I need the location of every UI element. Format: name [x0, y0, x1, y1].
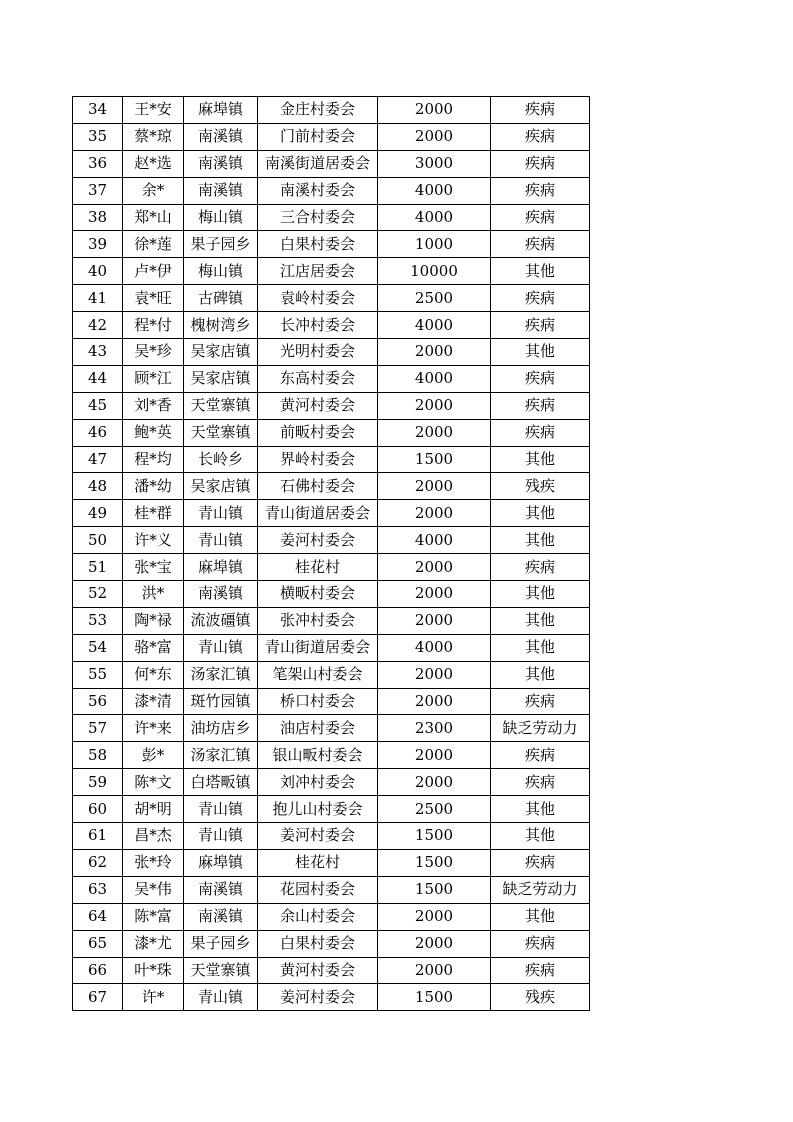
table-row — [73, 715, 590, 742]
village-cell: 银山畈村委会 — [258, 742, 378, 769]
town-cell: 吴家店镇 — [184, 473, 258, 500]
reason-cell: 疾病 — [491, 769, 590, 796]
name-cell: 程*付 — [123, 312, 184, 339]
row-number-cell: 48 — [73, 473, 123, 500]
name-cell: 赵*选 — [123, 150, 184, 177]
row-number-cell: 50 — [73, 527, 123, 554]
name-cell: 何*东 — [123, 661, 184, 688]
reason-cell: 残疾 — [491, 984, 590, 1011]
table-body — [73, 97, 590, 1011]
town-cell: 古碑镇 — [184, 285, 258, 312]
village-cell: 花园村委会 — [258, 876, 378, 903]
village-cell: 门前村委会 — [258, 123, 378, 150]
town-cell: 南溪镇 — [184, 876, 258, 903]
village-cell: 青山街道居委会 — [258, 500, 378, 527]
town-cell: 梅山镇 — [184, 258, 258, 285]
reason-cell: 疾病 — [491, 177, 590, 204]
village-cell: 黄河村委会 — [258, 392, 378, 419]
row-number-cell: 43 — [73, 339, 123, 366]
name-cell: 洪* — [123, 581, 184, 608]
amount-cell: 2000 — [378, 473, 491, 500]
row-number-cell: 62 — [73, 849, 123, 876]
village-cell: 张冲村委会 — [258, 607, 378, 634]
town-cell: 青山镇 — [184, 823, 258, 850]
village-cell: 姜河村委会 — [258, 984, 378, 1011]
name-cell: 陶*禄 — [123, 607, 184, 634]
town-cell: 青山镇 — [184, 796, 258, 823]
row-number-cell: 60 — [73, 796, 123, 823]
reason-cell: 疾病 — [491, 231, 590, 258]
row-number-cell: 49 — [73, 500, 123, 527]
reason-cell: 疾病 — [491, 930, 590, 957]
village-cell: 白果村委会 — [258, 930, 378, 957]
table-row — [73, 581, 590, 608]
amount-cell: 2000 — [378, 97, 491, 124]
amount-cell: 2000 — [378, 930, 491, 957]
town-cell: 油坊店乡 — [184, 715, 258, 742]
town-cell: 南溪镇 — [184, 581, 258, 608]
amount-cell: 2500 — [378, 285, 491, 312]
town-cell: 梅山镇 — [184, 204, 258, 231]
reason-cell: 残疾 — [491, 473, 590, 500]
name-cell: 张*宝 — [123, 554, 184, 581]
amount-cell: 2000 — [378, 419, 491, 446]
reason-cell: 疾病 — [491, 419, 590, 446]
village-cell: 姜河村委会 — [258, 527, 378, 554]
name-cell: 漆*尤 — [123, 930, 184, 957]
amount-cell: 4000 — [378, 634, 491, 661]
town-cell: 果子园乡 — [184, 231, 258, 258]
town-cell: 南溪镇 — [184, 177, 258, 204]
table-row — [73, 554, 590, 581]
row-number-cell: 44 — [73, 365, 123, 392]
reason-cell: 其他 — [491, 446, 590, 473]
amount-cell: 4000 — [378, 177, 491, 204]
amount-cell: 2000 — [378, 392, 491, 419]
village-cell: 石佛村委会 — [258, 473, 378, 500]
reason-cell: 缺乏劳动力 — [491, 715, 590, 742]
name-cell: 叶*珠 — [123, 957, 184, 984]
amount-cell: 1500 — [378, 823, 491, 850]
village-cell: 三合村委会 — [258, 204, 378, 231]
town-cell: 南溪镇 — [184, 150, 258, 177]
town-cell: 青山镇 — [184, 984, 258, 1011]
row-number-cell: 67 — [73, 984, 123, 1011]
table-row — [73, 876, 590, 903]
name-cell: 胡*明 — [123, 796, 184, 823]
row-number-cell: 66 — [73, 957, 123, 984]
name-cell: 桂*群 — [123, 500, 184, 527]
village-cell: 桂花村 — [258, 554, 378, 581]
village-cell: 南溪街道居委会 — [258, 150, 378, 177]
table-row — [73, 661, 590, 688]
row-number-cell: 54 — [73, 634, 123, 661]
table-row — [73, 231, 590, 258]
village-cell: 桂花村 — [258, 849, 378, 876]
table-row — [73, 339, 590, 366]
village-cell: 前畈村委会 — [258, 419, 378, 446]
village-cell: 姜河村委会 — [258, 823, 378, 850]
amount-cell: 1500 — [378, 876, 491, 903]
amount-cell: 2000 — [378, 339, 491, 366]
table-row — [73, 823, 590, 850]
name-cell: 王*安 — [123, 97, 184, 124]
name-cell: 许* — [123, 984, 184, 1011]
name-cell: 程*均 — [123, 446, 184, 473]
relief-table — [72, 96, 590, 1011]
name-cell: 陈*富 — [123, 903, 184, 930]
row-number-cell: 36 — [73, 150, 123, 177]
name-cell: 昌*杰 — [123, 823, 184, 850]
village-cell: 袁岭村委会 — [258, 285, 378, 312]
name-cell: 潘*幼 — [123, 473, 184, 500]
amount-cell: 2000 — [378, 688, 491, 715]
name-cell: 顾*江 — [123, 365, 184, 392]
name-cell: 刘*香 — [123, 392, 184, 419]
table-row — [73, 150, 590, 177]
village-cell: 江店居委会 — [258, 258, 378, 285]
amount-cell: 1500 — [378, 984, 491, 1011]
village-cell: 桥口村委会 — [258, 688, 378, 715]
village-cell: 笔架山村委会 — [258, 661, 378, 688]
town-cell: 吴家店镇 — [184, 339, 258, 366]
amount-cell: 2000 — [378, 581, 491, 608]
row-number-cell: 56 — [73, 688, 123, 715]
town-cell: 青山镇 — [184, 527, 258, 554]
village-cell: 横畈村委会 — [258, 581, 378, 608]
name-cell: 蔡*琼 — [123, 123, 184, 150]
reason-cell: 其他 — [491, 258, 590, 285]
row-number-cell: 46 — [73, 419, 123, 446]
amount-cell: 2500 — [378, 796, 491, 823]
reason-cell: 疾病 — [491, 285, 590, 312]
row-number-cell: 65 — [73, 930, 123, 957]
amount-cell: 4000 — [378, 365, 491, 392]
row-number-cell: 38 — [73, 204, 123, 231]
village-cell: 刘冲村委会 — [258, 769, 378, 796]
row-number-cell: 47 — [73, 446, 123, 473]
town-cell: 汤家汇镇 — [184, 742, 258, 769]
reason-cell: 疾病 — [491, 312, 590, 339]
amount-cell: 10000 — [378, 258, 491, 285]
village-cell: 白果村委会 — [258, 231, 378, 258]
village-cell: 黄河村委会 — [258, 957, 378, 984]
name-cell: 许*义 — [123, 527, 184, 554]
row-number-cell: 53 — [73, 607, 123, 634]
name-cell: 吴*珍 — [123, 339, 184, 366]
table-row — [73, 769, 590, 796]
name-cell: 袁*旺 — [123, 285, 184, 312]
row-number-cell: 63 — [73, 876, 123, 903]
reason-cell: 缺乏劳动力 — [491, 876, 590, 903]
town-cell: 果子园乡 — [184, 930, 258, 957]
row-number-cell: 37 — [73, 177, 123, 204]
name-cell: 张*玲 — [123, 849, 184, 876]
table-row — [73, 607, 590, 634]
amount-cell: 2000 — [378, 769, 491, 796]
table-row — [73, 796, 590, 823]
amount-cell: 2000 — [378, 607, 491, 634]
row-number-cell: 42 — [73, 312, 123, 339]
reason-cell: 其他 — [491, 339, 590, 366]
row-number-cell: 64 — [73, 903, 123, 930]
table-row — [73, 984, 590, 1011]
row-number-cell: 40 — [73, 258, 123, 285]
town-cell: 白塔畈镇 — [184, 769, 258, 796]
reason-cell: 疾病 — [491, 688, 590, 715]
name-cell: 吴*伟 — [123, 876, 184, 903]
town-cell: 长岭乡 — [184, 446, 258, 473]
amount-cell: 4000 — [378, 527, 491, 554]
table-row — [73, 285, 590, 312]
table-row — [73, 312, 590, 339]
name-cell: 许*来 — [123, 715, 184, 742]
table-row — [73, 527, 590, 554]
table-row — [73, 634, 590, 661]
amount-cell: 2000 — [378, 661, 491, 688]
amount-cell: 2000 — [378, 500, 491, 527]
village-cell: 余山村委会 — [258, 903, 378, 930]
row-number-cell: 51 — [73, 554, 123, 581]
town-cell: 天堂寨镇 — [184, 957, 258, 984]
town-cell: 麻埠镇 — [184, 849, 258, 876]
reason-cell: 其他 — [491, 823, 590, 850]
row-number-cell: 55 — [73, 661, 123, 688]
reason-cell: 其他 — [491, 527, 590, 554]
town-cell: 斑竹园镇 — [184, 688, 258, 715]
table-row — [73, 365, 590, 392]
name-cell: 漆*清 — [123, 688, 184, 715]
row-number-cell: 58 — [73, 742, 123, 769]
village-cell: 东高村委会 — [258, 365, 378, 392]
name-cell: 郑*山 — [123, 204, 184, 231]
table-row — [73, 473, 590, 500]
reason-cell: 其他 — [491, 634, 590, 661]
village-cell: 南溪村委会 — [258, 177, 378, 204]
town-cell: 南溪镇 — [184, 123, 258, 150]
town-cell: 吴家店镇 — [184, 365, 258, 392]
amount-cell: 1500 — [378, 446, 491, 473]
amount-cell: 2000 — [378, 554, 491, 581]
village-cell: 青山街道居委会 — [258, 634, 378, 661]
table-row — [73, 97, 590, 124]
reason-cell: 疾病 — [491, 392, 590, 419]
reason-cell: 其他 — [491, 661, 590, 688]
reason-cell: 其他 — [491, 581, 590, 608]
village-cell: 金庄村委会 — [258, 97, 378, 124]
row-number-cell: 57 — [73, 715, 123, 742]
village-cell: 抱儿山村委会 — [258, 796, 378, 823]
table-row — [73, 957, 590, 984]
town-cell: 流波礓镇 — [184, 607, 258, 634]
table-row — [73, 688, 590, 715]
name-cell: 余* — [123, 177, 184, 204]
village-cell: 油店村委会 — [258, 715, 378, 742]
row-number-cell: 59 — [73, 769, 123, 796]
reason-cell: 疾病 — [491, 97, 590, 124]
table-row — [73, 177, 590, 204]
name-cell: 彭* — [123, 742, 184, 769]
amount-cell: 2000 — [378, 957, 491, 984]
reason-cell: 其他 — [491, 500, 590, 527]
table-row — [73, 392, 590, 419]
table-row — [73, 419, 590, 446]
amount-cell: 1500 — [378, 849, 491, 876]
amount-cell: 2000 — [378, 742, 491, 769]
name-cell: 徐*莲 — [123, 231, 184, 258]
town-cell: 槐树湾乡 — [184, 312, 258, 339]
amount-cell: 2300 — [378, 715, 491, 742]
amount-cell: 2000 — [378, 123, 491, 150]
town-cell: 天堂寨镇 — [184, 392, 258, 419]
town-cell: 麻埠镇 — [184, 554, 258, 581]
reason-cell: 其他 — [491, 796, 590, 823]
row-number-cell: 35 — [73, 123, 123, 150]
town-cell: 南溪镇 — [184, 903, 258, 930]
amount-cell: 4000 — [378, 204, 491, 231]
reason-cell: 疾病 — [491, 849, 590, 876]
table-row — [73, 742, 590, 769]
row-number-cell: 61 — [73, 823, 123, 850]
name-cell: 骆*富 — [123, 634, 184, 661]
table-row — [73, 930, 590, 957]
reason-cell: 疾病 — [491, 742, 590, 769]
table-row — [73, 500, 590, 527]
table-row — [73, 204, 590, 231]
table-row — [73, 258, 590, 285]
reason-cell: 其他 — [491, 903, 590, 930]
row-number-cell: 41 — [73, 285, 123, 312]
reason-cell: 疾病 — [491, 204, 590, 231]
name-cell: 陈*文 — [123, 769, 184, 796]
row-number-cell: 45 — [73, 392, 123, 419]
amount-cell: 3000 — [378, 150, 491, 177]
village-cell: 长冲村委会 — [258, 312, 378, 339]
reason-cell: 其他 — [491, 607, 590, 634]
reason-cell: 疾病 — [491, 150, 590, 177]
table-row — [73, 123, 590, 150]
village-cell: 界岭村委会 — [258, 446, 378, 473]
village-cell: 光明村委会 — [258, 339, 378, 366]
town-cell: 青山镇 — [184, 500, 258, 527]
reason-cell: 疾病 — [491, 554, 590, 581]
town-cell: 麻埠镇 — [184, 97, 258, 124]
reason-cell: 疾病 — [491, 365, 590, 392]
amount-cell: 4000 — [378, 312, 491, 339]
amount-cell: 2000 — [378, 903, 491, 930]
name-cell: 卢*伊 — [123, 258, 184, 285]
town-cell: 青山镇 — [184, 634, 258, 661]
amount-cell: 1000 — [378, 231, 491, 258]
name-cell: 鲍*英 — [123, 419, 184, 446]
town-cell: 天堂寨镇 — [184, 419, 258, 446]
row-number-cell: 34 — [73, 97, 123, 124]
reason-cell: 疾病 — [491, 123, 590, 150]
table-row — [73, 446, 590, 473]
town-cell: 汤家汇镇 — [184, 661, 258, 688]
reason-cell: 疾病 — [491, 957, 590, 984]
table-row — [73, 903, 590, 930]
table-row — [73, 849, 590, 876]
row-number-cell: 52 — [73, 581, 123, 608]
row-number-cell: 39 — [73, 231, 123, 258]
